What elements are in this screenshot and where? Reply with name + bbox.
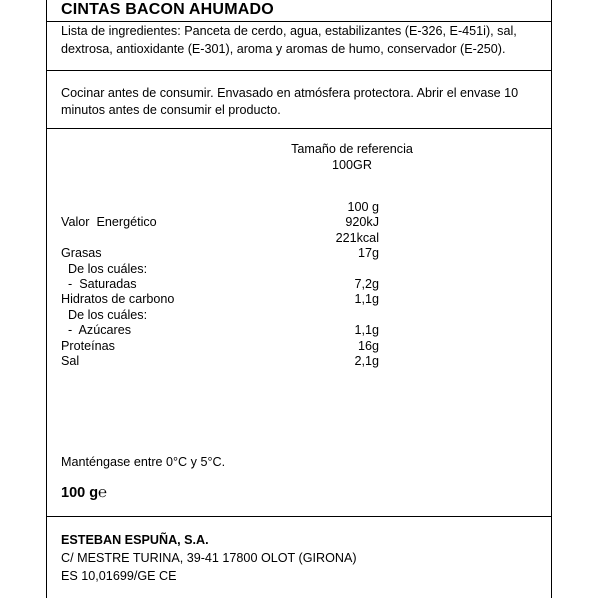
nutrient-value: 1,1g [354, 292, 379, 307]
nutrition-row [61, 246, 541, 261]
nutrition-row [61, 323, 541, 338]
nutrient-label: De los cuáles: [61, 307, 148, 322]
instructions-line-1: Cocinar antes de consumir. Envasado en atmósfera protectora. Abrir el envase 10 [61, 86, 519, 100]
nutrient-label: - Saturadas [61, 276, 137, 291]
product-title: CINTAS BACON AHUMADO [61, 1, 274, 18]
label-panel [46, 0, 552, 598]
producer-address: C/ MESTRE TURINA, 39-41 17800 OLOT (GIRONA) [61, 551, 357, 565]
nutrient-value: 221kcal [335, 230, 379, 245]
nutrition-row [61, 231, 541, 246]
nutrition-row [61, 354, 541, 369]
nutrient-value: 920kJ [345, 215, 379, 230]
nutrient-label: Valor Energético [61, 215, 157, 230]
ingredients-line-1: Lista de ingredientes: Panceta de cerdo, agua, estabilizantes (E-326, E-451i), sal, [61, 24, 517, 38]
nutrient-value: 2,1g [354, 353, 379, 368]
nutrient-label: Sal [61, 353, 80, 368]
nutrition-row [61, 339, 541, 354]
divider [47, 70, 552, 71]
nutrition-column-header: 100 g [347, 200, 379, 214]
producer-registry: ES 10,01699/GE CE [61, 569, 177, 583]
nutrition-header-row [61, 200, 541, 215]
nutrition-row [61, 277, 541, 292]
nutrient-value: 16g [357, 338, 379, 353]
nutrient-value: 7,2g [354, 276, 379, 291]
estimated-sign-icon: ℮ [98, 484, 108, 501]
nutrient-label: De los cuáles: [61, 261, 148, 276]
storage-instructions: Manténgase entre 0°C y 5°C. [61, 455, 226, 469]
net-weight [61, 483, 107, 503]
reference-size-value: 100GR [332, 158, 372, 172]
nutrition-row [61, 262, 541, 277]
divider [47, 128, 552, 129]
producer-company: ESTEBAN ESPUÑA, S.A. [61, 533, 209, 547]
nutrition-row [61, 215, 541, 230]
nutrient-label: - Azúcares [61, 323, 131, 338]
nutrient-label: Proteínas [61, 338, 115, 353]
nutrient-value: 17g [357, 246, 379, 261]
instructions-line-2: minutos antes de consumir el producto. [61, 103, 281, 117]
nutrient-label: Hidratos de carbono [61, 292, 175, 307]
ingredients-line-2: dextrosa, antioxidante (E-301), aroma y aromas de humo, conservador (E-250). [61, 42, 506, 56]
nutrition-row [61, 308, 541, 323]
divider [47, 516, 552, 517]
nutrient-value: 1,1g [354, 323, 379, 338]
nutrient-label: Grasas [61, 246, 102, 261]
nutrition-table [61, 200, 541, 369]
reference-size-label: Tamaño de referencia [291, 142, 413, 156]
nutrition-row [61, 292, 541, 307]
net-weight-value: 100 g [61, 485, 99, 501]
